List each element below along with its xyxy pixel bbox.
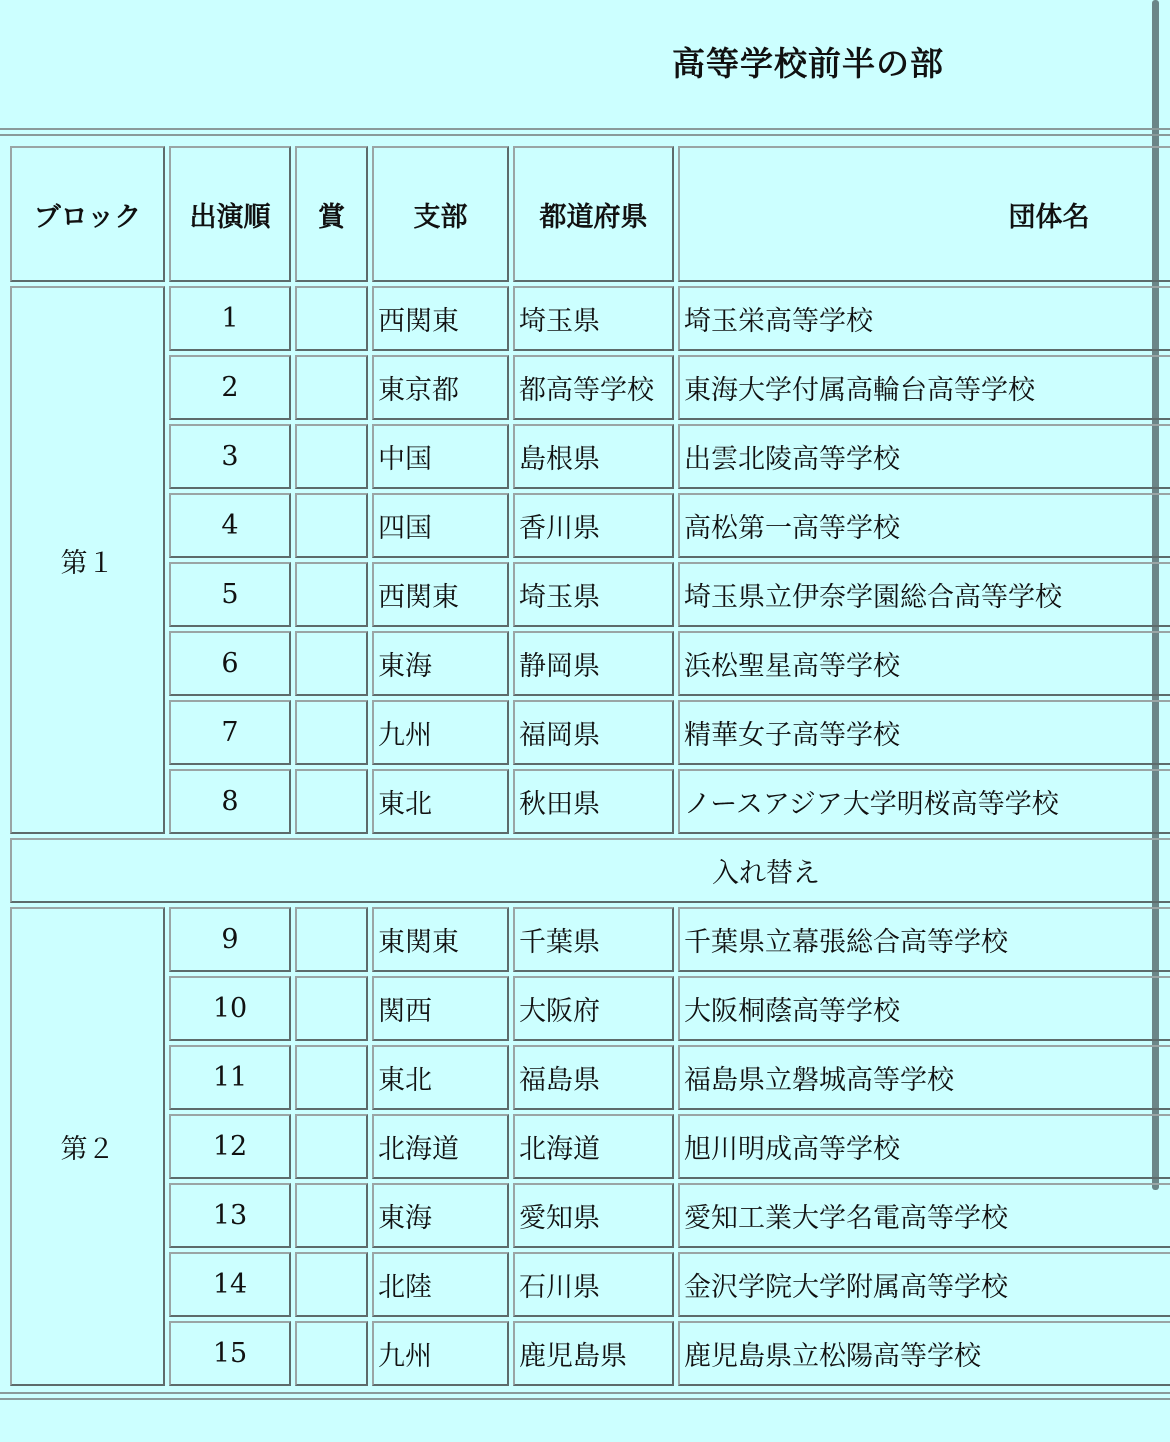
table-body — [10, 286, 1170, 1386]
table-row — [10, 700, 1170, 765]
order-cell: 10 — [169, 976, 291, 1041]
award-cell — [295, 1045, 368, 1110]
order-cell: 2 — [169, 355, 291, 420]
table-row — [10, 1252, 1170, 1317]
block-label: 第２ — [10, 907, 165, 1386]
prefecture-cell: 大阪府 — [513, 976, 674, 1041]
table-container — [0, 128, 1170, 1400]
branch-cell: 東海 — [372, 631, 509, 696]
prefecture-cell: 都高等学校 — [513, 355, 674, 420]
group-name-cell: 旭川明成高等学校 — [678, 1114, 1170, 1179]
group-name-cell: 鹿児島県立松陽高等学校 — [678, 1321, 1170, 1386]
prefecture-cell: 香川県 — [513, 493, 674, 558]
branch-cell: 東北 — [372, 769, 509, 834]
order-cell: 3 — [169, 424, 291, 489]
branch-cell: 東海 — [372, 1183, 509, 1248]
award-cell — [295, 562, 368, 627]
award-cell — [295, 976, 368, 1041]
award-cell — [295, 493, 368, 558]
prefecture-cell: 石川県 — [513, 1252, 674, 1317]
table-row — [10, 769, 1170, 834]
table-row — [10, 907, 1170, 972]
group-name-cell: 埼玉栄高等学校 — [678, 286, 1170, 351]
order-cell: 5 — [169, 562, 291, 627]
table-row — [10, 1183, 1170, 1248]
branch-cell: 北陸 — [372, 1252, 509, 1317]
order-cell: 1 — [169, 286, 291, 351]
branch-cell: 東関東 — [372, 907, 509, 972]
group-name-cell: 浜松聖星高等学校 — [678, 631, 1170, 696]
order-cell: 13 — [169, 1183, 291, 1248]
award-cell — [295, 907, 368, 972]
branch-cell: 九州 — [372, 1321, 509, 1386]
swap-row — [10, 838, 1170, 903]
award-cell — [295, 355, 368, 420]
swap-label: 入れ替え — [10, 838, 1170, 903]
prefecture-cell: 島根県 — [513, 424, 674, 489]
group-name-cell: 千葉県立幕張総合高等学校 — [678, 907, 1170, 972]
prefecture-cell: 愛知県 — [513, 1183, 674, 1248]
order-cell: 15 — [169, 1321, 291, 1386]
table-row — [10, 1114, 1170, 1179]
branch-cell: 四国 — [372, 493, 509, 558]
prefecture-cell: 北海道 — [513, 1114, 674, 1179]
table-row — [10, 1045, 1170, 1110]
table-row — [10, 286, 1170, 351]
prefecture-cell: 静岡県 — [513, 631, 674, 696]
page-title: 高等学校前半の部 — [672, 44, 944, 83]
table-row — [10, 976, 1170, 1041]
branch-cell: 西関東 — [372, 562, 509, 627]
prefecture-cell: 秋田県 — [513, 769, 674, 834]
order-cell: 6 — [169, 631, 291, 696]
header-row — [10, 146, 1170, 282]
order-cell: 7 — [169, 700, 291, 765]
group-name-cell: 愛知工業大学名電高等学校 — [678, 1183, 1170, 1248]
award-cell — [295, 286, 368, 351]
group-name-cell: 金沢学院大学附属高等学校 — [678, 1252, 1170, 1317]
order-cell: 11 — [169, 1045, 291, 1110]
group-name-cell: 埼玉県立伊奈学園総合高等学校 — [678, 562, 1170, 627]
header-prefecture: 都道府県 — [513, 146, 674, 282]
group-name-cell: 高松第一高等学校 — [678, 493, 1170, 558]
order-cell: 14 — [169, 1252, 291, 1317]
table-row — [10, 1321, 1170, 1386]
header-block: ブロック — [10, 146, 165, 282]
prefecture-cell: 埼玉県 — [513, 286, 674, 351]
award-cell — [295, 769, 368, 834]
group-name-cell: 福島県立磐城高等学校 — [678, 1045, 1170, 1110]
branch-cell: 北海道 — [372, 1114, 509, 1179]
award-cell — [295, 1321, 368, 1386]
award-cell — [295, 1252, 368, 1317]
branch-cell: 九州 — [372, 700, 509, 765]
prefecture-cell: 福岡県 — [513, 700, 674, 765]
order-cell: 8 — [169, 769, 291, 834]
table-row — [10, 424, 1170, 489]
branch-cell: 東京都 — [372, 355, 509, 420]
branch-cell: 関西 — [372, 976, 509, 1041]
branch-cell: 西関東 — [372, 286, 509, 351]
table-row — [10, 355, 1170, 420]
group-name-cell: 出雲北陵高等学校 — [678, 424, 1170, 489]
order-cell: 12 — [169, 1114, 291, 1179]
order-cell: 4 — [169, 493, 291, 558]
prefecture-cell: 埼玉県 — [513, 562, 674, 627]
award-cell — [295, 1114, 368, 1179]
prefecture-cell: 千葉県 — [513, 907, 674, 972]
header-award: 賞 — [295, 146, 368, 282]
table-row — [10, 493, 1170, 558]
branch-cell: 東北 — [372, 1045, 509, 1110]
performance-table — [6, 142, 1170, 1390]
table-row — [10, 631, 1170, 696]
prefecture-cell: 鹿児島県 — [513, 1321, 674, 1386]
award-cell — [295, 700, 368, 765]
group-name-cell: 東海大学付属高輪台高等学校 — [678, 355, 1170, 420]
header-group-name: 団体名 — [678, 146, 1170, 282]
block-label: 第１ — [10, 286, 165, 834]
header-order: 出演順 — [169, 146, 291, 282]
group-name-cell: 大阪桐蔭高等学校 — [678, 976, 1170, 1041]
table-row — [10, 562, 1170, 627]
order-cell: 9 — [169, 907, 291, 972]
award-cell — [295, 631, 368, 696]
group-name-cell: 精華女子高等学校 — [678, 700, 1170, 765]
award-cell — [295, 424, 368, 489]
header-branch: 支部 — [372, 146, 509, 282]
branch-cell: 中国 — [372, 424, 509, 489]
prefecture-cell: 福島県 — [513, 1045, 674, 1110]
group-name-cell: ノースアジア大学明桜高等学校 — [678, 769, 1170, 834]
award-cell — [295, 1183, 368, 1248]
